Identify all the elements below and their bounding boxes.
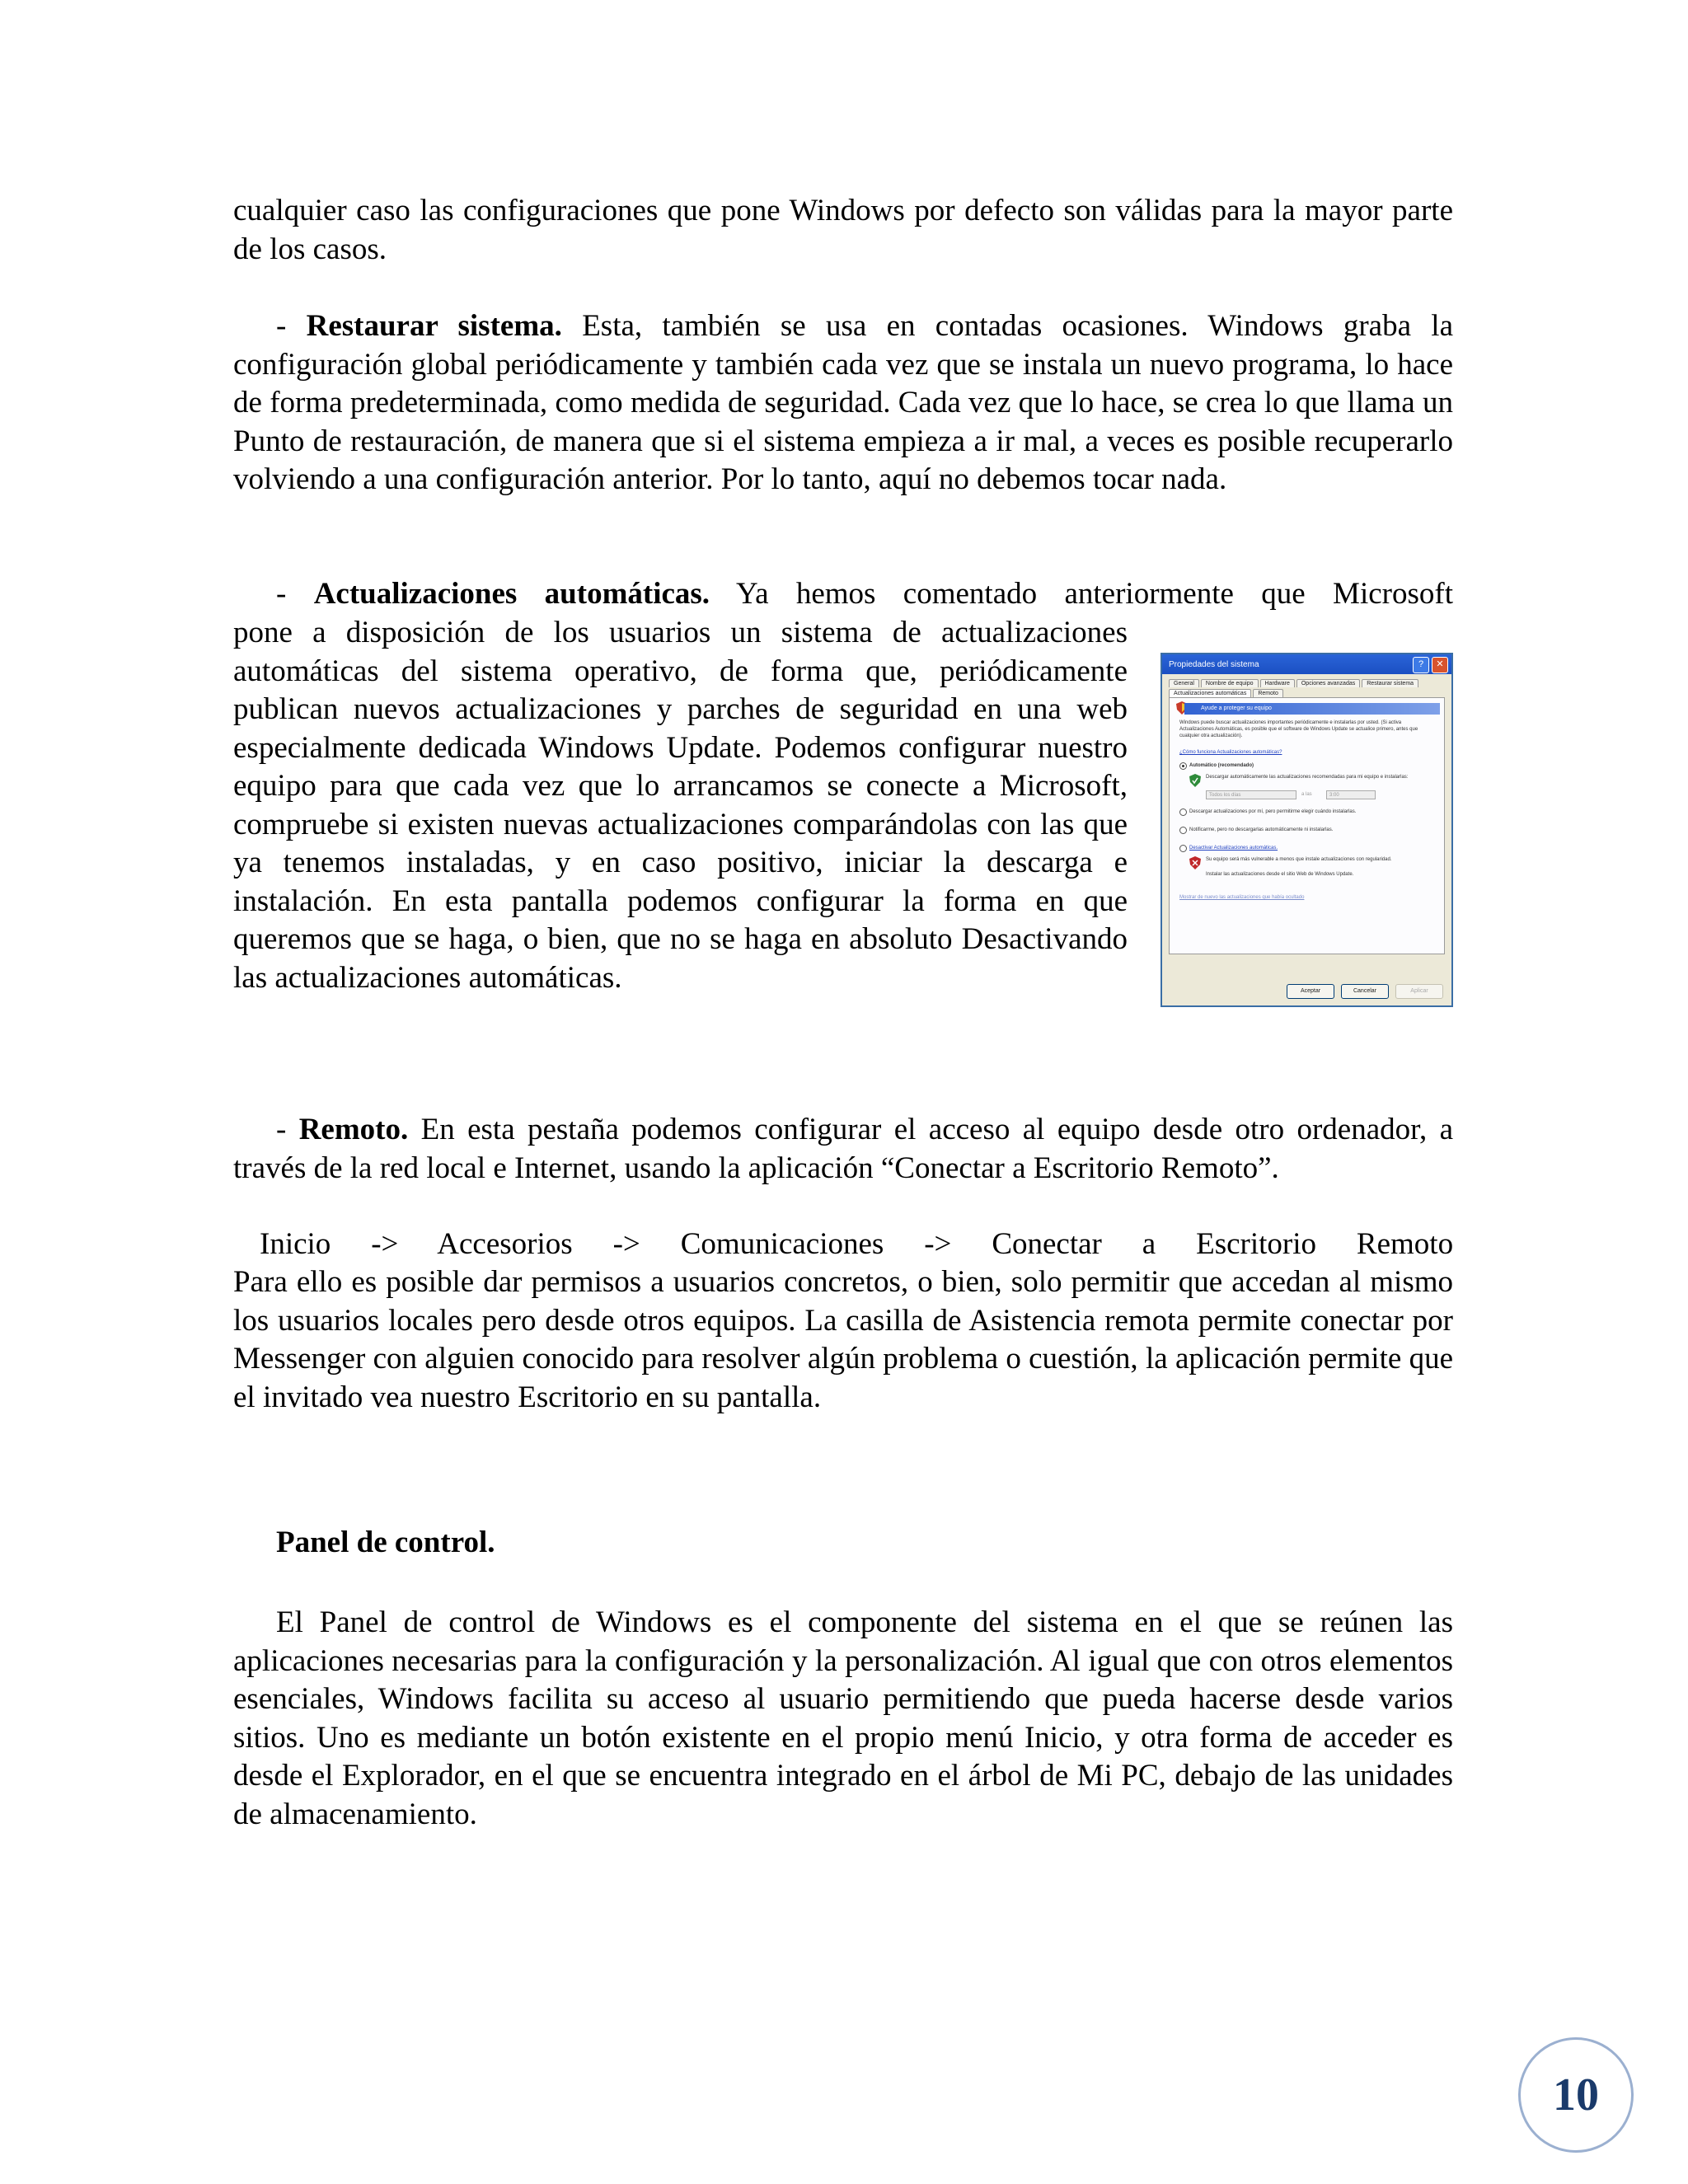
actualizaciones-text: pone a disposición de los usuarios un sistema de actualizaciones automáticas del sistema operativo, de forma que, periódicamente publican nuevos actualizaciones y parches de seguridad en una web especialmente dedicada Windows Update. Podemos configurar nuestro equipo para que cada vez que lo arrancamos se conecte a Microsoft, compruebe si existen nuevas actualizaciones comparándolas con las que ya tenemos instaladas, y en caso positivo, iniciar la descarga e instalación. En esta pantalla podemos configurar la forma en que queremos que se haga, o bien, que no se haga en absoluto Desactivando las actualizaciones automáticas.	[233, 616, 1128, 995]
dialog-panel	[1169, 697, 1445, 954]
aceptar-button: Aceptar	[1287, 984, 1334, 999]
dialog-link-hidden: Mostrar de nuevo las actualizaciones que había ocultado	[1179, 895, 1305, 900]
term-actualizaciones-automaticas: Actualizaciones automáticas.	[313, 577, 710, 611]
tab-hardware: Hardware	[1260, 679, 1295, 687]
tab-restaurar-sistema: Restaurar sistema	[1362, 679, 1418, 687]
paragraph-panel-control	[233, 1604, 1453, 1834]
paragraph-intro-text: cualquier caso las configuraciones que pone Windows por defecto son válidas para la mayor parte de los casos.	[233, 194, 1453, 266]
radio-desactivar	[1179, 845, 1187, 852]
remoto-text-2: Para ello es posible dar permisos a usuarios concretos, o bien, solo permitir que accedan al mismo los usuarios locales pero desde otros equipos. La casilla de Asistencia remota permite conectar por Messenger con alguien conocido para resolver algún problema o cuestión, la aplicación permite que el invitado vea nuestro Escritorio en su pantalla.	[233, 1265, 1453, 1414]
path-arrow: ->	[924, 1227, 952, 1261]
close-icon: ✕	[1432, 657, 1448, 673]
radio-notificarme	[1179, 827, 1187, 834]
path-comunicaciones: Comunicaciones	[680, 1227, 884, 1261]
tab-nombre-equipo: Nombre de equipo	[1201, 679, 1259, 687]
opt-desactivar-desc1: Su equipo será más vulnerable a menos que instale actualizaciones con regularidad.	[1206, 857, 1392, 862]
path-arrow: ->	[371, 1227, 399, 1261]
path-accesorios: Accesorios	[437, 1227, 573, 1261]
opt-desactivar: Desactivar Actualizaciones automáticas.	[1189, 846, 1278, 851]
tab-actualizaciones-automaticas: Actualizaciones automáticas	[1169, 689, 1251, 697]
dialog-tabs	[1162, 674, 1451, 697]
term-remoto: Remoto.	[298, 1113, 409, 1146]
red-shield-icon	[1189, 856, 1201, 869]
actualizaciones-first-line-text: Ya hemos comentado anteriormente que Microsoft	[736, 577, 1453, 611]
remoto-text: En esta pestaña podemos configurar el acceso al equipo desde otro ordenador, a través de la red local e Internet, usando la aplicación “Conectar a Escritorio Remoto”.	[233, 1113, 1454, 1185]
path-conectar: Conectar	[992, 1227, 1102, 1261]
dialog-title-bar	[1162, 654, 1451, 674]
radio-automatico	[1179, 762, 1187, 770]
path-remoto: Remoto	[1356, 1227, 1454, 1261]
help-icon: ?	[1413, 657, 1429, 673]
tab-general: General	[1169, 679, 1199, 687]
paragraph-intro	[233, 192, 1453, 269]
dialog-intro: Windows puede buscar actualizaciones importantes periódicamente e instalarlas por usted. (Si activa Actualizaciones Automáticas, es posible que el software de Windows Update se actualice primero, antes que cualquier otra actualización).	[1179, 720, 1418, 738]
opt-automatico: Automático (recomendado)	[1189, 763, 1254, 768]
select-separator: a las	[1301, 792, 1312, 797]
path-escritorio: Escritorio	[1196, 1227, 1317, 1261]
select-frecuencia: Todos los días	[1206, 790, 1296, 799]
path-a: a	[1142, 1227, 1156, 1261]
paragraph-remoto-2	[233, 1263, 1453, 1417]
system-properties-screenshot	[1160, 653, 1453, 1007]
term-restaurar-sistema: Restaurar sistema.	[306, 309, 562, 343]
green-shield-icon	[1189, 774, 1201, 787]
radio-descargar	[1179, 808, 1187, 816]
dialog-buttons	[1287, 984, 1443, 999]
paragraph-actualizaciones-first-line: - Actualizaciones automáticas. Ya hemos comentado anteriormente que Microsoft	[276, 577, 1453, 611]
dialog-link-how: ¿Cómo funciona Actualizaciones automáticas?	[1179, 750, 1282, 755]
remote-path	[260, 1226, 1453, 1264]
restaurar-sistema-text: Esta, también se usa en contadas ocasiones. Windows graba la configuración global periódicamente y también cada vez que se instala un nuevo programa, lo hace de forma predeterminada, como medida de seguridad. Cada vez que lo hace, se crea lo que llama un Punto de restauración, de manera que si el sistema empieza a ir mal, a veces es posible recuperarlo volviendo a una configuración anterior. Por lo tanto, aquí no debemos tocar nada.	[233, 309, 1453, 496]
aplicar-button: Aplicar	[1395, 984, 1443, 999]
opt-notificarme: Notificarme, pero no descargarlas automáticamente ni instalarlas.	[1189, 827, 1334, 832]
paragraph-remoto: - Remoto. En esta pestaña podemos configurar el acceso al equipo desde otro ordenador, a través de la red local e Internet, usando la aplicación “Conectar a Escritorio Remoto”.	[233, 1113, 1454, 1185]
opt-desactivar-desc2: Instalar las actualizaciones desde el sitio Web de Windows Update.	[1206, 872, 1354, 877]
opt-descargar: Descargar actualizaciones por mí, pero permitirme elegir cuándo instalarlas.	[1189, 809, 1357, 814]
paragraph-actualizaciones	[233, 614, 1128, 997]
path-arrow: ->	[612, 1227, 640, 1261]
section-heading: Panel de control.	[276, 1526, 495, 1559]
path-inicio: Inicio	[260, 1227, 331, 1261]
page-number: 10	[1518, 2037, 1634, 2153]
paragraph-restaurar-sistema: - Restaurar sistema. Esta, también se usa en contadas ocasiones. Windows graba la configuración global periódicamente y también cada vez que se instala un nuevo programa, lo hace de forma predeterminada, como medida de seguridad. Cada vez que lo hace, se crea lo que llama un Punto de restauración, de manera que si el sistema empieza a ir mal, a veces es posible recuperarlo volviendo a una configuración anterior. Por lo tanto, aquí no debemos tocar nada.	[233, 309, 1453, 496]
cancelar-button: Cancelar	[1341, 984, 1389, 999]
tab-opciones-avanzadas: Opciones avanzadas	[1296, 679, 1360, 687]
dialog-banner: Ayude a proteger su equipo	[1184, 703, 1440, 715]
dialog-title: Propiedades del sistema	[1169, 659, 1259, 669]
select-hora: 3:00	[1326, 790, 1376, 799]
tab-remoto: Remoto	[1253, 689, 1283, 697]
panel-control-text: El Panel de control de Windows es el componente del sistema en el que se reúnen las aplicaciones necesarias para la configuración y la personalización. Al igual que con otros elementos esenciales, Windows facilita su acceso al usuario permitiendo que pueda hacerse desde varios sitios. Uno es mediante un botón existente en el propio menú Inicio, y otra forma de acceder es desde el Explorador, en el que se encuentra integrado en el árbol de Mi PC, debajo de las unidades de almacenamiento.	[233, 1605, 1453, 1831]
opt-automatico-desc: Descargar automáticamente las actualizaciones recomendadas para mi equipo e instalarlas:	[1206, 775, 1409, 780]
